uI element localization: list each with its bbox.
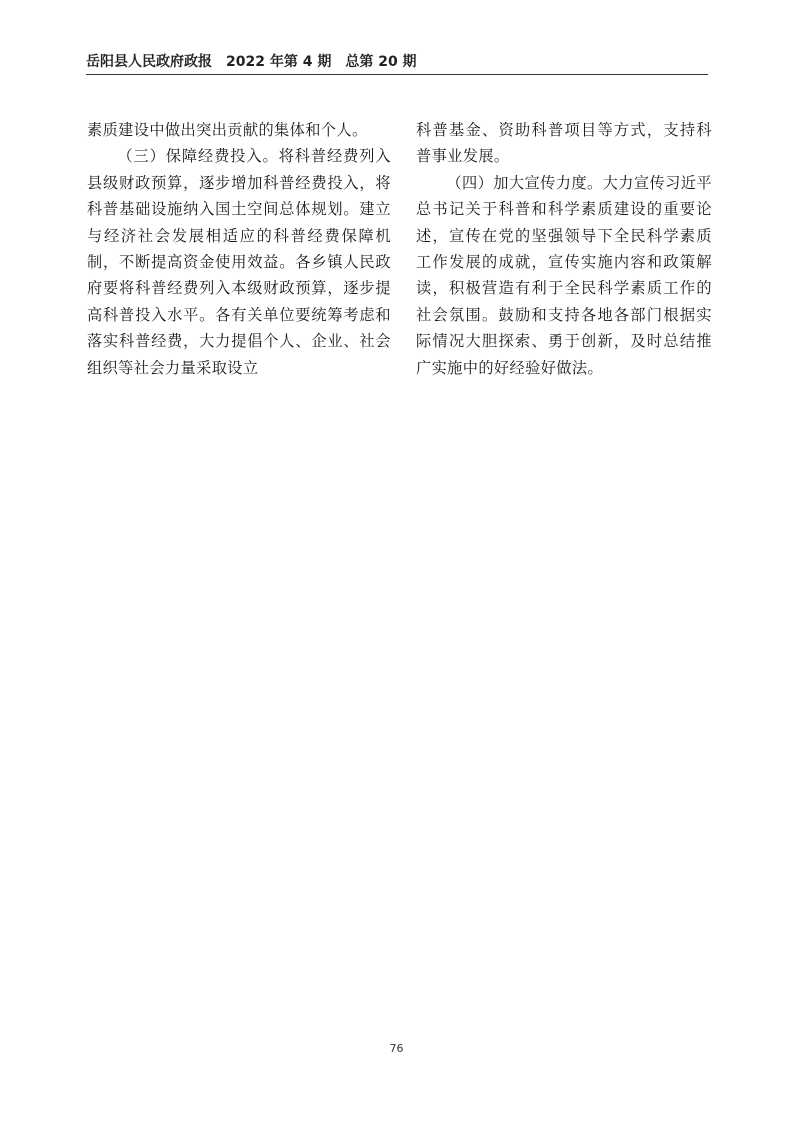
left-column — [87, 117, 391, 381]
right-column — [416, 117, 712, 381]
page-header: 岳阳县人民政府政报 2022 年第 4 期 总第 20 期 — [86, 52, 708, 75]
paragraph-continuation: 科普基金、资助科普项目等方式，支持科普事业发展。 — [416, 121, 712, 166]
paragraph-continuation: 素质建设中做出突出贡献的集体和个人。 — [87, 121, 368, 139]
paragraph-funding-guarantee: （三）保障经费投入。将科普经费列入县级财政预算，逐步增加科普经费投入，将科普基础设施纳入国土空间总体规划。建立与经济社会发展相适应的科普经费保障机制，不断提高资金使用效益。各乡镇人民政府要将科普经费列入本级财政预算，逐步提高科普投入水平。各有关单位要统筹考虑和落实科普经费，大力提倡个人、企业、社会组织等社会力量采取设立 — [87, 147, 391, 377]
page-number: 76 — [389, 1042, 404, 1055]
paragraph-publicity: （四）加大宣传力度。大力宣传习近平总书记关于科普和科学素质建设的重要论述，宣传在党的坚强领导下全民科学素质工作发展的成就，宣传实施内容和政策解读，积极营造有利于全民科学素质工作的社会氛围。鼓励和支持各地各部门根据实际情况大胆探索、勇于创新，及时总结推广实施中的好经验好做法。 — [416, 173, 712, 377]
